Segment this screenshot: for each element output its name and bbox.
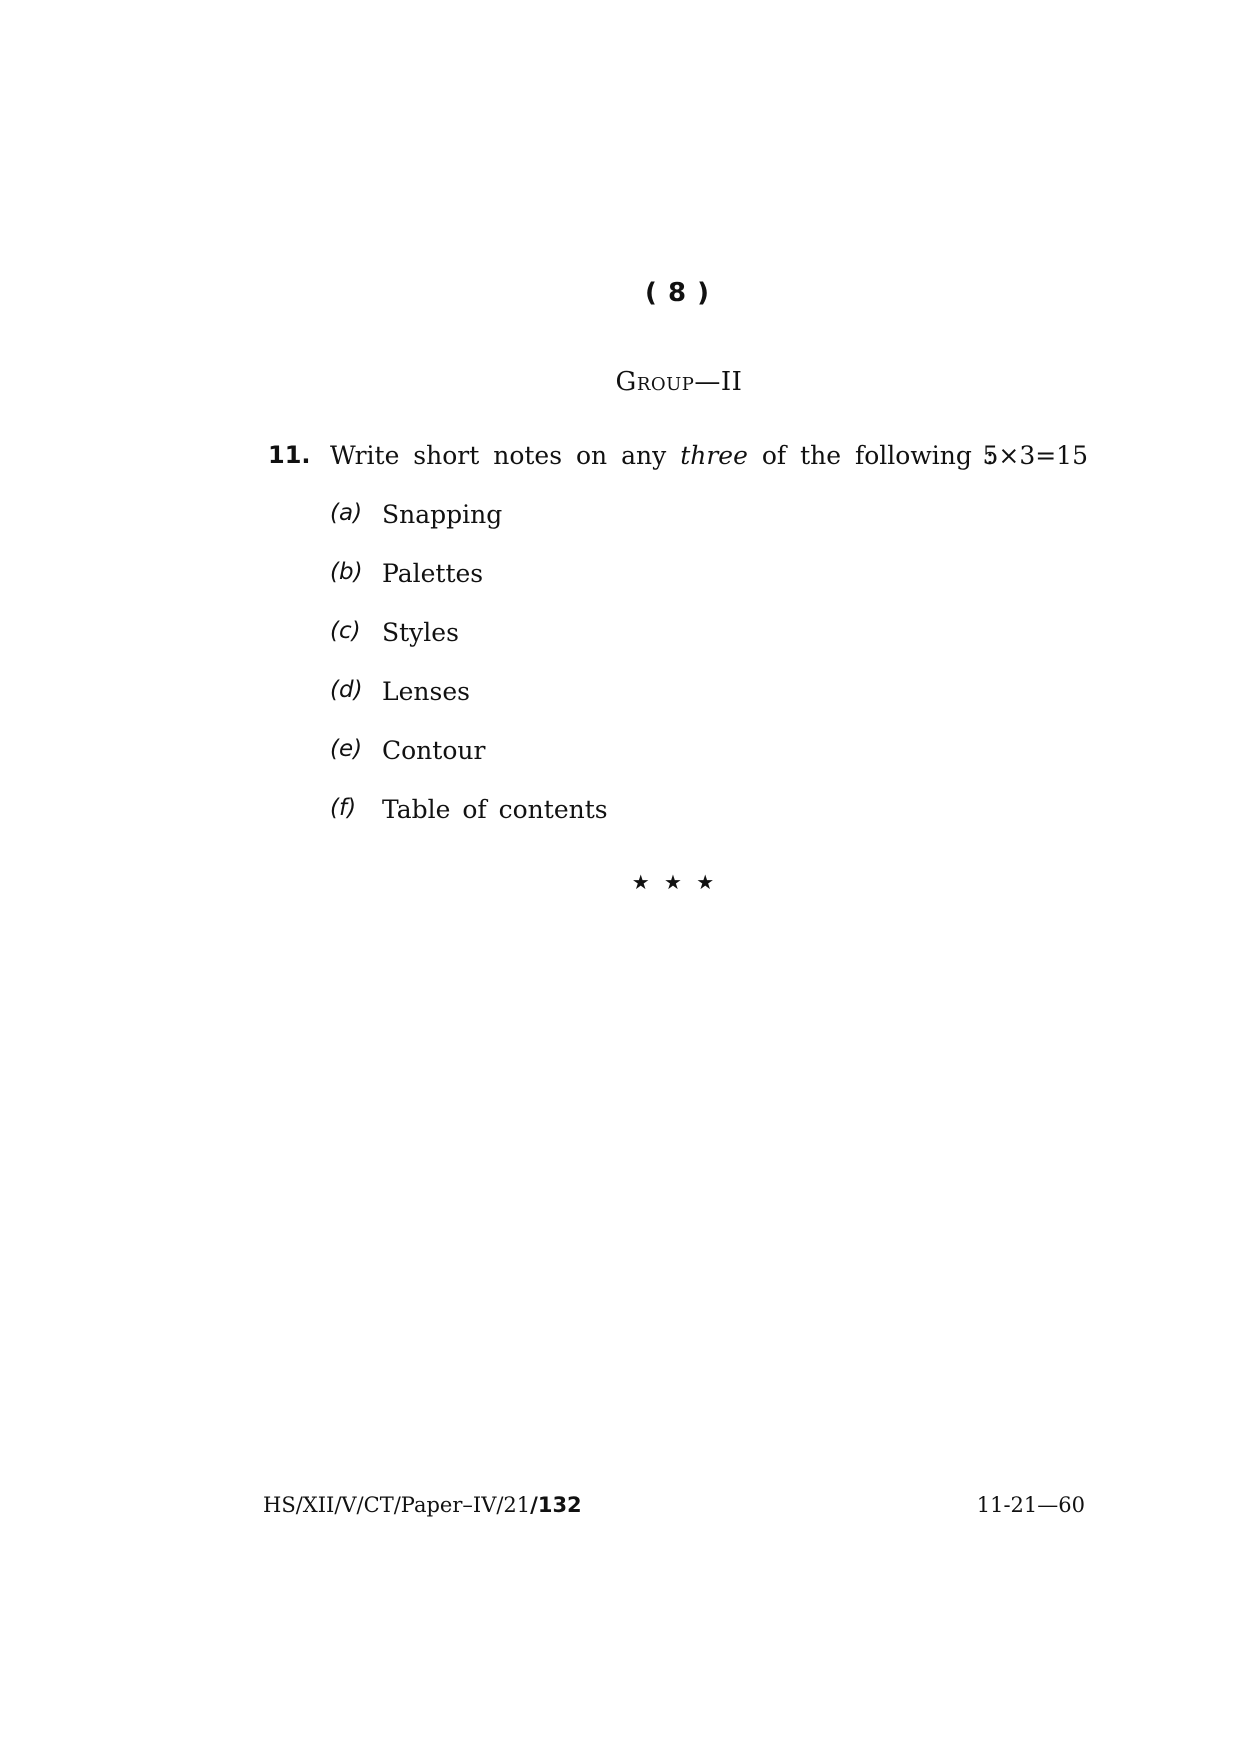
option-text: Palettes (382, 559, 484, 588)
option-letter: (a) (330, 500, 363, 526)
group-heading: Group—II (615, 367, 743, 397)
option-text: Table of contents (382, 795, 608, 824)
question-text (330, 441, 994, 470)
question-text-before: Write short notes on any (330, 441, 681, 470)
option-letter: (c) (330, 618, 361, 644)
question-number: 11. (268, 441, 311, 469)
option-text: Contour (382, 736, 486, 765)
footer-print-code: 11-21—60 (976, 1493, 1085, 1517)
option-letter: (d) (330, 677, 363, 703)
option-letter: (b) (330, 559, 363, 585)
option-text: Styles (382, 618, 459, 647)
footer-code-prefix: HS/XII/V/CT/Paper–IV/21 (263, 1493, 531, 1517)
option-letter: (f) (330, 795, 357, 821)
question-text-after: of the following : (747, 441, 995, 470)
footer-paper-code (263, 1493, 582, 1517)
end-of-paper-stars: ★ ★ ★ (631, 870, 719, 894)
question-marks: 5×3=15 (982, 441, 1088, 470)
option-letter: (e) (330, 736, 363, 762)
option-text: Lenses (382, 677, 470, 706)
page-number: ( 8 ) (645, 278, 710, 308)
question-text-emphasis: three (680, 441, 748, 470)
footer-code-suffix: /132 (530, 1493, 582, 1517)
option-text: Snapping (382, 500, 503, 529)
